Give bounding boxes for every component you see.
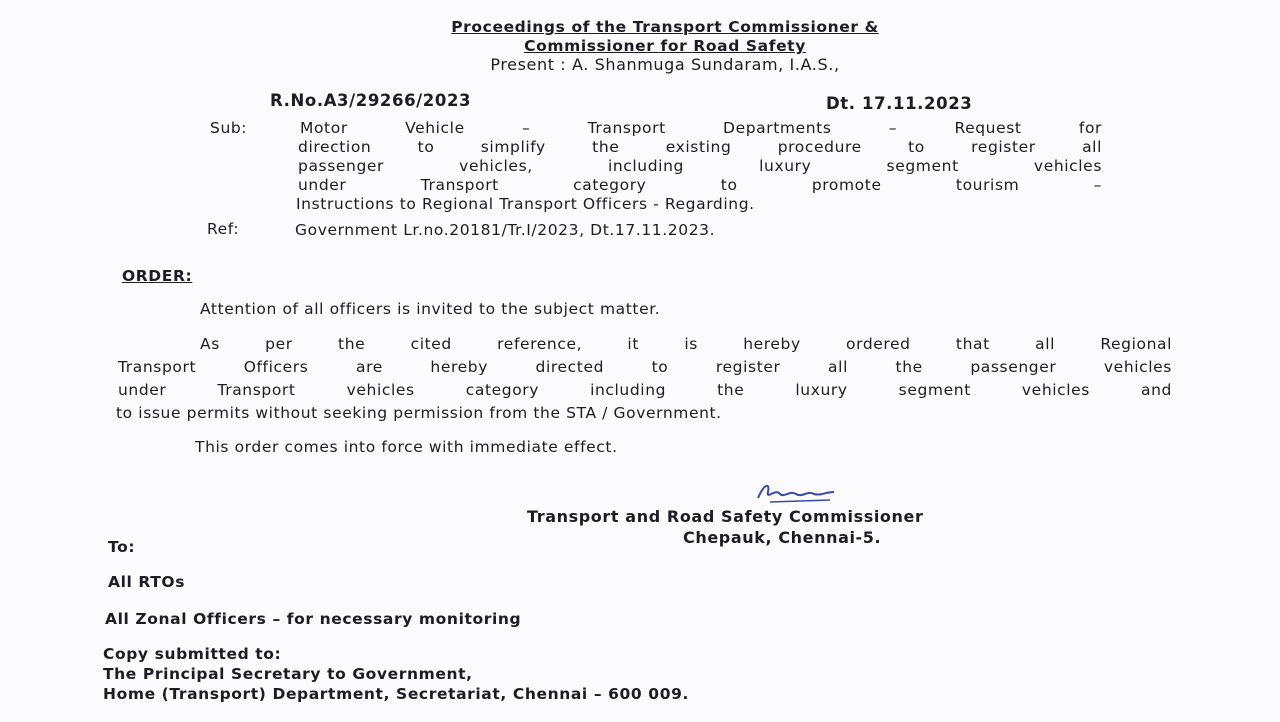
title-line2: Commissioner for Road Safety <box>524 37 806 55</box>
to-label: To: <box>108 538 136 556</box>
subject-line: Motor Vehicle – Transport Departments – Request for <box>300 119 1102 137</box>
subject-line: passenger vehicles, including luxury segment vehicles <box>298 157 1102 175</box>
order-date: Dt. 17.11.2023 <box>826 94 973 113</box>
ref-label: Ref: <box>207 220 240 238</box>
order-para1: Attention of all officers is invited to the subject matter. <box>200 300 661 318</box>
ref-text: Government Lr.no.20181/Tr.I/2023, Dt.17.11.2023. <box>295 221 716 239</box>
subject-line: Instructions to Regional Transport Officers - Regarding. <box>296 195 755 213</box>
copy-line: Home (Transport) Department, Secretariat, Chennai – 600 009. <box>103 685 689 703</box>
signatory-location: Chepauk, Chennai-5. <box>683 528 882 547</box>
order-para2-line: under Transport vehicles category including the luxury segment vehicles and <box>118 381 1172 399</box>
signatory-title: Transport and Road Safety Commissioner <box>527 507 924 526</box>
copy-label: Copy submitted to: <box>103 645 282 663</box>
order-para2-line: As per the cited reference, it is hereby ordered that all Regional <box>200 335 1172 353</box>
title-line1: Proceedings of the Transport Commissioner & <box>451 18 879 36</box>
present-line: Present : A. Shanmuga Sundaram, I.A.S., <box>490 55 840 74</box>
recipient: All RTOs <box>108 573 186 591</box>
order-heading: ORDER: <box>122 267 193 285</box>
reference-number: R.No.A3/29266/2023 <box>270 91 472 110</box>
order-para3: This order comes into force with immediate effect. <box>195 438 618 456</box>
subject-line: direction to simplify the existing procedure to register all <box>298 138 1102 156</box>
copy-line: The Principal Secretary to Government, <box>103 665 473 683</box>
subject-line: under Transport category to promote tourism – <box>298 176 1102 194</box>
subject-label: Sub: <box>210 119 248 137</box>
order-para2-line: Transport Officers are hereby directed to register all the passenger vehicles <box>118 358 1172 376</box>
recipient: All Zonal Officers – for necessary monitoring <box>105 610 522 628</box>
order-para2-line: to issue permits without seeking permission from the STA / Government. <box>116 404 722 422</box>
signature-mark <box>750 478 840 506</box>
